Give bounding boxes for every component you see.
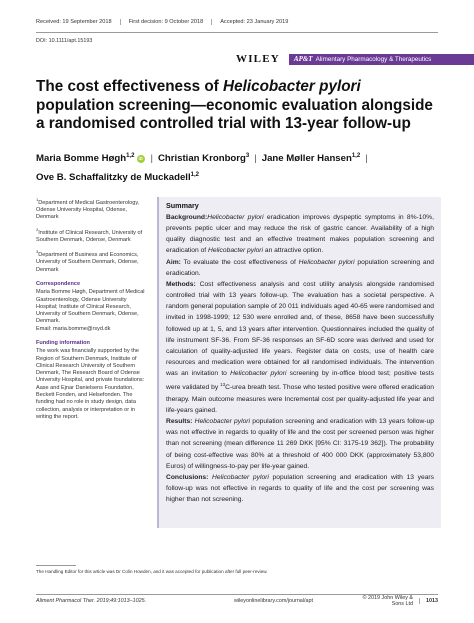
- orcid-icon[interactable]: [137, 155, 145, 163]
- funding-heading: Funding information: [36, 339, 90, 346]
- correspondence-text: Maria Bomme Høgh, Department of Medical Gastroenterology, Odense University Hospital; Institute of Clinical Research, University of Southern Denmark, Odense, Denmark.: [36, 289, 145, 325]
- correspondence-email[interactable]: Email: maria.bomme@rsyd.dk: [36, 325, 111, 332]
- footnote-divider: [36, 565, 76, 566]
- correspondence-heading: Correspondence: [36, 280, 81, 287]
- article-title: The cost effectiveness of Helicobacter pylori population screening—economic evaluation alongside a randomised controlled trial with 13-year follow-up: [36, 78, 433, 133]
- summary-methods: Methods: Cost effectiveness analysis and cost utility analysis alongside randomised controlled trial with 13 years follow-up. The evaluation has a societal perspective. A random general population sample of 20 011 individuals aged 40-65 were randomised and invited in 1998-1999; 12 530 were enrolled and, of these, 8658 have been successfully followed up at 1, 5, and 13 years after intervention. Questionnaires included the quality of life instrument SF-36. From SF-36 responses an SF-6D score was derived and used for calculation of quality-adjusted life years. Register data on costs, use of health care resources and medication were obtained for all randomised individuals. The intervention was an invitation to Helicobacter pylori screening by in-office blood test; positive tests were validated by $^{13}$C-urea breath test. Those who tested positive were offered eradication therapy. Main outcome measures were Incremental cost per quality-adjusted life year and life-years gained.: [166, 280, 434, 414]
- journal-reference: Aliment Pharmacol Ther. 2019;49:1013–1025.: [36, 597, 147, 604]
- author-name[interactable]: Jane Møller Hansen: [261, 153, 352, 165]
- page-footer: [36, 594, 438, 606]
- summary-heading: Summary: [166, 201, 199, 210]
- copyright: © 2019 John Wiley & Sons Ltd: [362, 594, 413, 607]
- wiley-logo[interactable]: WILEY: [236, 53, 280, 65]
- publisher-banner: [236, 53, 474, 65]
- journal-logo: AP&T: [293, 55, 313, 63]
- journal-url[interactable]: wileyonlinelibrary.com/journal/apt: [234, 597, 313, 604]
- affiliation: $^1$Department of Medical Gastroenterology, Odense University Hospital, Odense, Denmark: [36, 197, 140, 221]
- author-name[interactable]: Christian Kronborg: [157, 153, 246, 165]
- summary-body: [166, 212, 434, 505]
- first-decision-date: First decision: 9 October 2018: [120, 19, 212, 25]
- affiliation: $^3$Department of Business and Economics, University of Southern Denmark, Odense, Denmark: [36, 249, 139, 273]
- summary-background: Background:Helicobacter pylori eradication improves dyspeptic symptoms in 8%-10%, prevents peptic ulcer and may reduce the risk of gastric cancer. Availability of a high quality diagnostic test and an effective treatment makes population screening and eradication of Helicobacter pylori an attractive option.: [166, 214, 434, 255]
- handling-editor-note: The Handling Editor for this article was Dr Colin Howden, and it was accepted for publication after full peer-review.: [36, 569, 268, 574]
- summary-aim: Aim: To evaluate the cost effectiveness of Helicobacter pylori population screening and eradication.: [166, 258, 435, 277]
- doi[interactable]: DOI: 10.1111/apt.15193: [36, 38, 93, 44]
- author-list: Maria Bomme Høgh$^{1,2}$iD | Christian Kronborg$^3$ | Jane Møller Hansen$^{1,2}$ | Ove B. Schaffalitzky de Muckadell$^{1,2}$: [36, 148, 436, 186]
- author-name[interactable]: Maria Bomme Høgh: [36, 153, 127, 165]
- summary-conclusions: Conclusions: Helicobacter pylori population screening and eradication with 13 years follow-up was not effective in regards to quality of life and the cost per screening was higher than not screening.: [166, 473, 434, 504]
- summary-results: Results: Helicobacter pylori population screening and eradication with 13 years follow-up was not effective in regards to quality of life and the cost per screened person was higher than not screening (mean difference 11 269 DKK [95% CI: 3175-19 362]). The probability of being cost-effective was 80% at a threshold of 400 000 DKK (approximately 53,800 Euros) of willingness-to-pay per life-year gained.: [166, 418, 435, 470]
- history-bar: [36, 19, 438, 33]
- accepted-date: Accepted: 23 January 2019: [211, 19, 296, 25]
- journal-badge[interactable]: [289, 54, 474, 65]
- author-name[interactable]: Ove B. Schaffalitzky de Muckadell: [36, 172, 191, 184]
- funding-text: The work was financially supported by the Region of Southern Denmark, Institute of Clinical Research University of Southern Denmark, The Research Board of Odense University Hospital, and private foundations: Aase and Ejnar Danielsens Foundation, Beckett Fonden, and Helsefonden. The funding had no role in study design, data collection, analysis or interpretation or in writing the report.: [36, 348, 145, 420]
- page-number: 1013: [419, 598, 438, 604]
- summary-box: [157, 197, 441, 528]
- received-date: Received: 19 September 2018: [36, 19, 112, 25]
- journal-name: Alimentary Pharmacology & Therapeutics: [315, 55, 432, 63]
- affiliation: $^2$Institute of Clinical Research, University of Southern Denmark, Odense, Denmark: [36, 226, 143, 243]
- sidebar-info: [36, 196, 148, 421]
